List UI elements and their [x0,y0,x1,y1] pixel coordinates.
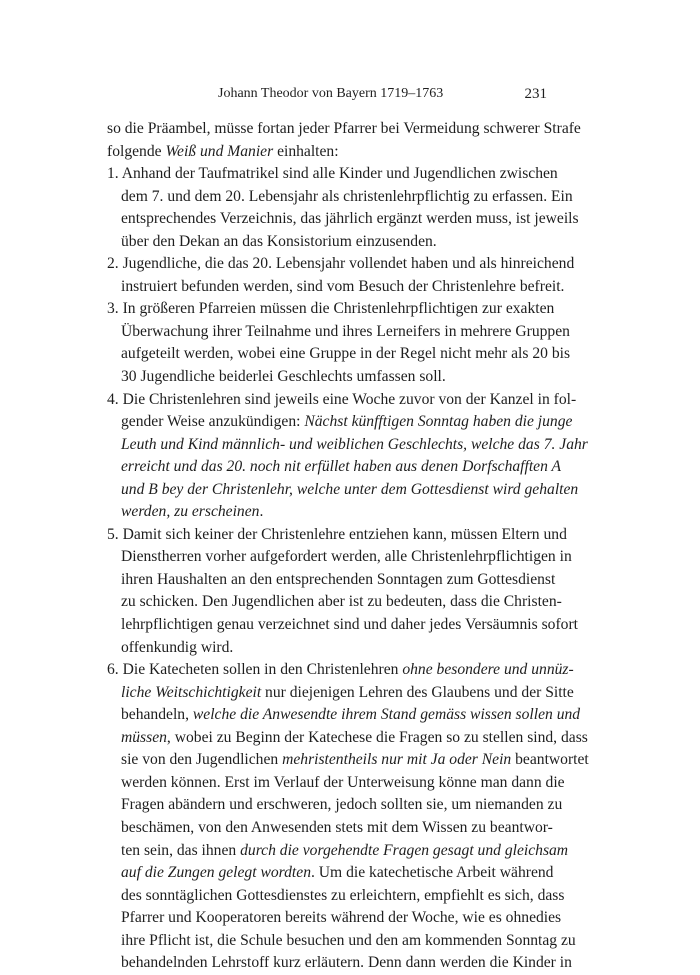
text-segment: beschämen, von den Anwesenden stets mit dem Wissen zu beantwor- [121,818,553,836]
text-line [107,659,574,682]
text-segment: , wobei zu Beginn der Katechese die Fragen so zu stellen sind, dass [166,728,588,746]
text-segment: des sonntäglichen Gottesdienstes zu erleichtern, empfiehlt es sich, dass [121,886,565,904]
text-line [107,276,565,299]
body-text [107,118,589,975]
italic-text-segment: mehristentheils nur mit Ja oder Nein [282,751,512,769]
text-line [107,343,571,366]
italic-text-segment: ohne besondere und unnüz- [402,661,574,679]
italic-text-segment: Leuth und Kind männlich- und weiblichen Geschlechts, welche das 7. Jahr [121,435,588,453]
italic-text-segment: erreicht und das 20. noch nit erfüllet haben aus denen Dorfschafften A [121,458,562,476]
page-number: 231 [524,86,547,102]
text-line [107,817,553,840]
text-segment: beantwortet [511,751,589,769]
text-line [107,434,588,457]
text-line [107,637,547,660]
text-segment: folgende [107,142,166,160]
text-segment: einhalten: [273,142,339,160]
text-segment: Überwachung ihrer Teilnahme und ihres Lerneifers in mehrere Gruppen [121,322,570,340]
text-line [107,727,588,750]
text-line [107,501,547,524]
text-line [107,591,562,614]
text-segment: werden können. Erst im Verlauf der Unterweisung könne man dann die [121,773,565,791]
text-line [107,479,579,502]
text-line [107,952,572,975]
text-line [107,231,547,254]
text-segment: instruiert befunden werden, sind vom Besuch der Christenlehre befreit. [121,277,565,295]
text-segment: zu schicken. Den Jugendlichen aber ist zu bedeuten, dass die Christen- [121,593,562,611]
text-segment: . [259,503,264,521]
italic-text-segment: werden, zu erscheinen [121,503,260,521]
text-segment: . Um die katechetische Arbeit während [311,864,554,882]
running-header [107,86,547,106]
italic-text-segment: und B bey der Christenlehr, welche unter dem Gottesdienst wird gehalten [121,480,579,498]
italic-text-segment: durch die vorgehendte Fragen gesagt und gleichsam [240,841,569,859]
text-line [107,930,576,953]
text-line [107,366,547,389]
text-line [107,411,573,434]
text-line [107,208,579,231]
text-segment: entsprechendes Verzeichnis, das jährlich ergänzt werden muss, ist jeweils [121,210,579,228]
italic-text-segment: liche Weitschichtigkeit [121,683,262,701]
text-line [107,321,570,344]
text-line [107,614,578,637]
text-line [107,704,581,727]
text-segment: behandeln, [121,706,193,724]
text-line [107,186,573,209]
text-line [107,253,575,276]
italic-text-segment: Weiß und Manier [165,142,274,160]
text-line [107,682,574,705]
text-line [107,840,569,863]
text-segment: ten sein, das ihnen [121,841,241,859]
text-segment: 30 Jugendliche beiderlei Geschlechts umfassen soll. [121,368,446,386]
text-segment: gender Weise anzukündigen: [121,413,305,431]
text-segment: 3. In größeren Pfarreien müssen die Christenlehrpflichtigen zur exakten [107,300,555,318]
text-line [107,389,577,412]
text-line [107,141,547,164]
text-line [107,772,565,795]
text-segment: so die Präambel, müsse fortan jeder Pfarrer bei Vermeidung schwerer Strafe [107,120,581,137]
italic-text-segment: Nächst künfftigen Sonntag haben die junge [304,413,573,431]
text-line [107,885,565,908]
text-segment: nur diejenigen Lehren des Glaubens und der Sitte [261,683,574,701]
italic-text-segment: müssen [121,728,167,746]
italic-text-segment: welche die Anwesendte ihrem Stand gemäss wissen sollen und [192,706,581,724]
text-line [107,524,567,547]
text-segment: offenkundig wird. [121,638,234,656]
text-segment: behandelnden Lehrstoff kurz erläutern. Denn dann werden die Kinder in [121,954,572,972]
text-segment: sie von den Jugendlichen [121,751,283,769]
text-segment: ihren Haushalten an den entsprechenden Sonntagen zum Gottesdienst [121,570,556,588]
text-segment: über den Dekan an das Konsistorium einzusenden. [121,232,437,250]
text-line [107,749,589,772]
running-title: Johann Theodor von Bayern 1719–1763 [218,86,444,101]
italic-text-segment: auf die Zungen gelegt wordten [121,864,311,882]
text-line [107,118,581,141]
text-segment: Fragen abändern und erschweren, jedoch sollten sie, um niemanden zu [121,796,563,814]
text-segment: 4. Die Christenlehren sind jeweils eine Woche zuvor von der Kanzel in fol- [107,390,577,408]
text-segment: 6. Die Katecheten sollen in den Christenlehren [107,661,403,679]
text-line [107,546,572,569]
text-segment: 5. Damit sich keiner der Christenlehre entziehen kann, müssen Eltern und [107,525,567,543]
text-line [107,163,558,186]
text-segment: Pfarrer und Kooperatoren bereits während der Woche, wie es ohnedies [121,909,562,927]
text-segment: aufgeteilt werden, wobei eine Gruppe in der Regel nicht mehr als 20 bis [121,345,571,363]
text-line [107,456,562,479]
text-segment: ihre Pflicht ist, die Schule besuchen und den am kommenden Sonntag zu [121,931,576,949]
text-segment: Dienstherren vorher aufgefordert werden, alle Christenlehrpflichtigen in [121,548,572,566]
text-line [107,794,563,817]
text-segment: 1. Anhand der Taufmatrikel sind alle Kinder und Jugendlichen zwischen [107,165,558,183]
text-line [107,569,556,592]
text-segment: 2. Jugendliche, die das 20. Lebensjahr vollendet haben und als hinreichend [107,255,575,273]
text-segment: lehrpflichtigen genau verzeichnet sind und daher jedes Versäumnis sofort [121,616,578,634]
text-line [107,907,562,930]
text-segment: dem 7. und dem 20. Lebensjahr als christenlehrpflichtig zu erfassen. Ein [121,187,573,205]
text-line [107,862,554,885]
text-line [107,298,555,321]
